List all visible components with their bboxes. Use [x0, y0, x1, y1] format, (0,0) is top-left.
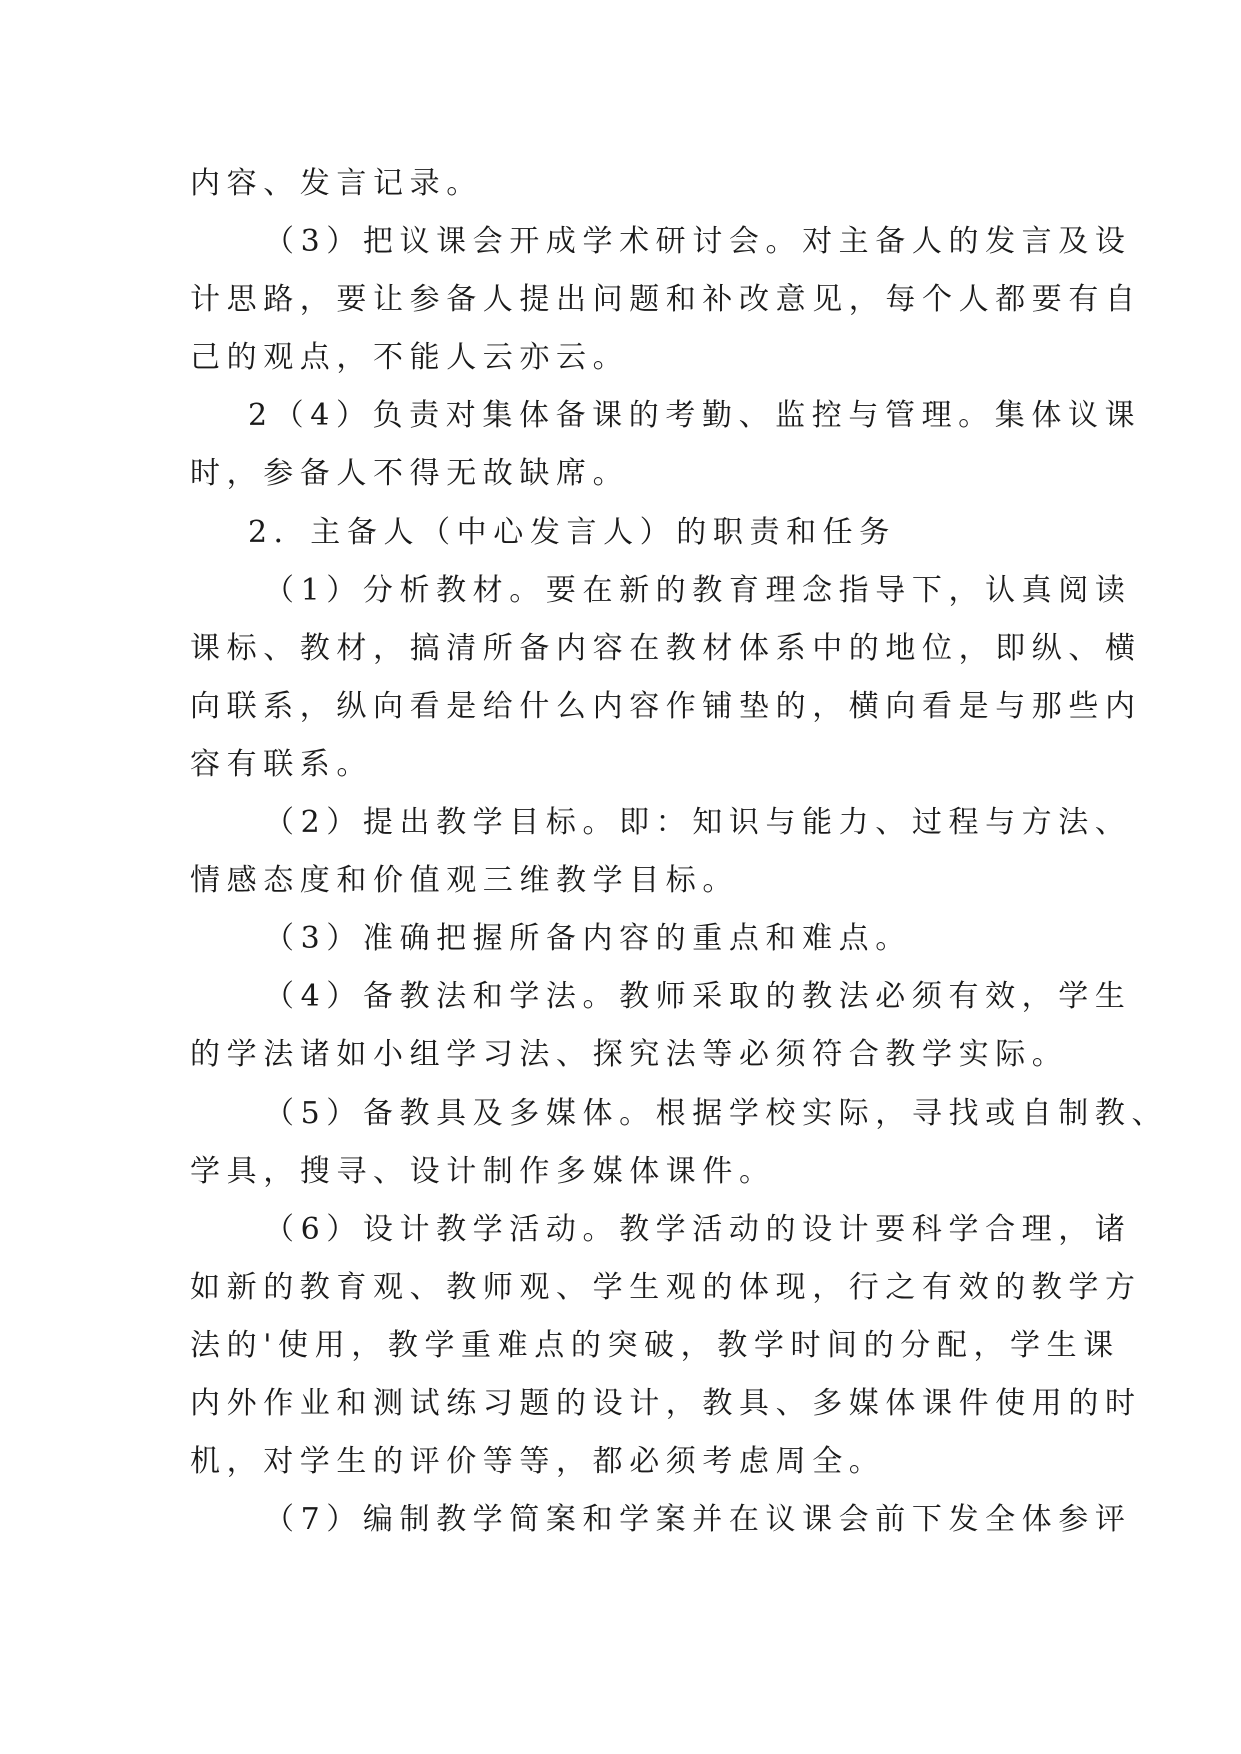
text-line: 内外作业和测试练习题的设计，教具、多媒体课件使用的时 [190, 1385, 1142, 1421]
paragraph-line: （6）设计教学活动。教学活动的设计要科学合理，诸 [264, 1211, 1132, 1247]
paragraph-line: （7）编制教学简案和学案并在议课会前下发全体参评 [264, 1502, 1132, 1538]
text-line: 机，对学生的评价等等，都必须考虑周全。 [190, 1444, 886, 1480]
text-line: 向联系，纵向看是给什么内容作铺垫的，横向看是与那些内 [190, 688, 1142, 724]
paragraph-line: （1）分析教材。要在新的教育理念指导下，认真阅读 [264, 572, 1132, 608]
document-body [190, 155, 1169, 1549]
text-line: 计思路，要让参备人提出问题和补改意见，每个人都要有自 [190, 282, 1142, 318]
text-line: 的学法诸如小组学习法、探究法等必须符合教学实际。 [190, 1037, 1069, 1073]
text-line: 己的观点，不能人云亦云。 [190, 340, 630, 376]
text-line: 时，参备人不得无故缺席。 [190, 456, 630, 492]
paragraph-line: （2）提出教学目标。即：知识与能力、过程与方法、 [264, 805, 1132, 841]
text-line: 如新的教育观、教师观、学生观的体现，行之有效的教学方 [190, 1269, 1142, 1305]
paragraph-line: （4）备教法和学法。教师采取的教法必须有效，学生 [264, 979, 1132, 1015]
text-line: 内容、发言记录。 [190, 166, 483, 201]
paragraph-line: （5）备教具及多媒体。根据学校实际，寻找或自制教、 [264, 1095, 1169, 1131]
text-line: 学具，搜寻、设计制作多媒体课件。 [190, 1153, 776, 1189]
text-line: 课标、教材，搞清所备内容在教材体系中的地位，即纵、横 [190, 630, 1142, 666]
paragraph-line: （3）把议课会开成学术研讨会。对主备人的发言及设 [264, 224, 1132, 260]
section-heading: 2．主备人（中心发言人）的职责和任务 [248, 514, 896, 550]
paragraph-line: （3）准确把握所备内容的重点和难点。 [264, 921, 912, 957]
paragraph-line: 2（4）负责对集体备课的考勤、监控与管理。集体议课 [248, 398, 1142, 434]
text-line: 法的'使用，教学重难点的突破，教学时间的分配，学生课 [190, 1327, 1120, 1363]
text-line: 容有联系。 [190, 746, 373, 782]
text-line: 情感态度和价值观三维教学目标。 [190, 863, 739, 899]
